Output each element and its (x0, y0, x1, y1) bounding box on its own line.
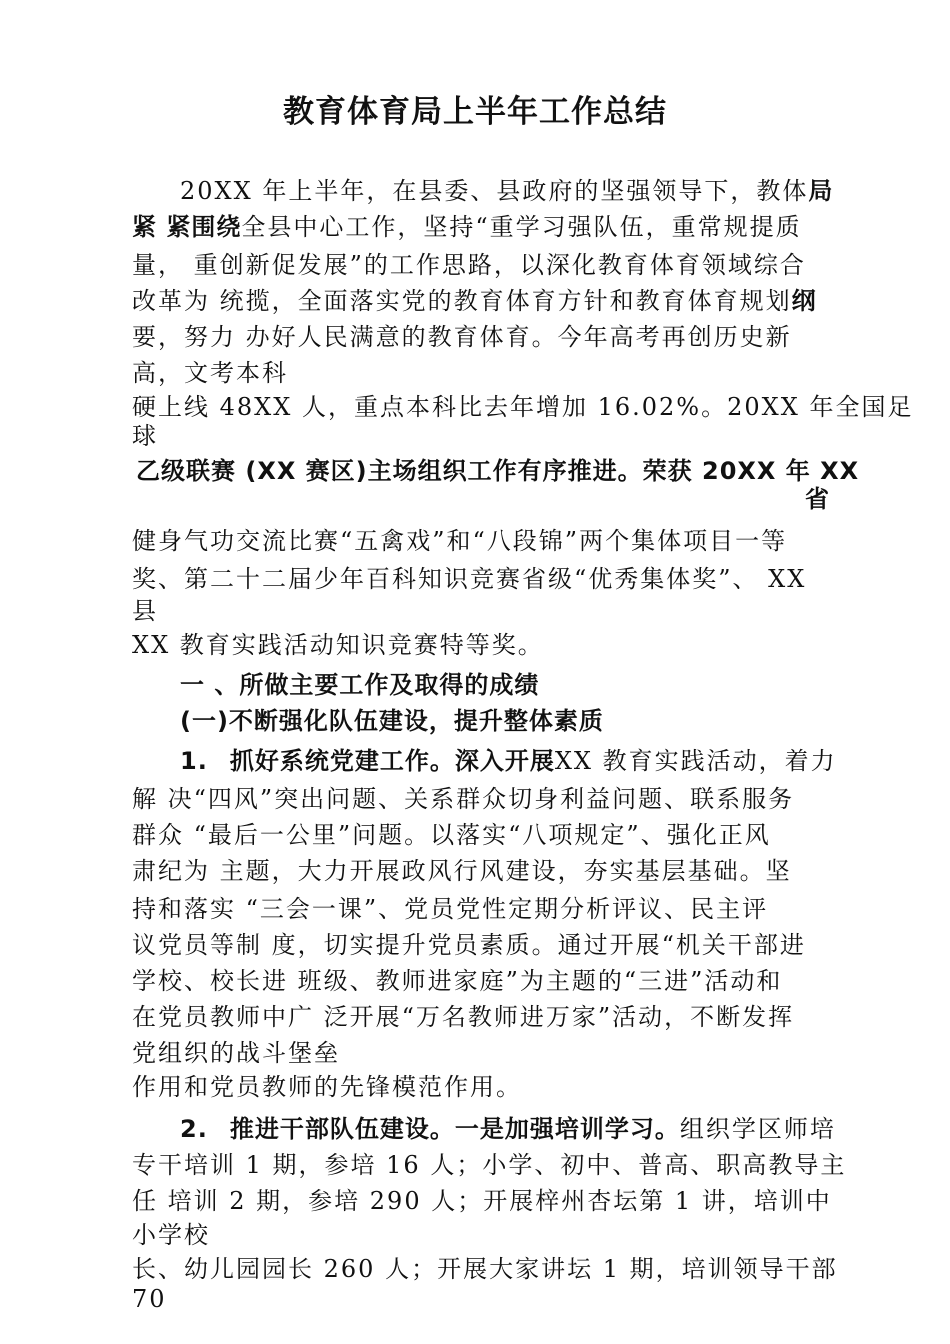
item1-line-7: 学校、校长进 班级、教师进家庭”为主题的“三进”活动和 (132, 967, 783, 995)
intro-line-10: 省 (805, 485, 830, 513)
intro-line-6: 高，文考本科 (132, 359, 288, 387)
item2-line-3: 任 培训 2 期，参培 290 人；开展梓州杏坛第 1 讲，培训中 (132, 1187, 832, 1215)
item1-line-9: 党组织的战斗堡垒 (132, 1039, 340, 1067)
intro-line-7: 硬上线 48XX 人，重点本科比去年增加 16.02%。20XX 年全国足 (132, 393, 914, 421)
item1-line-10: 作用和党员教师的先锋模范作用。 (132, 1073, 522, 1101)
item1-line-2: 解 决“四风”突出问题、关系群众切身利益问题、联系服务 (132, 785, 795, 813)
intro-line-4: 改革为 统揽，全面落实党的教育体育方针和教育体育规划纲 (132, 287, 817, 315)
subsection-heading-1: (一)不断强化队伍建设，提升整体素质 (180, 707, 604, 735)
item2-number: 2. (180, 1115, 208, 1143)
intro-line-1: 20XX 年上半年，在县委、县政府的坚强领导下，教体局 (180, 177, 834, 205)
item2-line-6: 70 (132, 1285, 167, 1313)
item1-line-4: 肃纪为 主题，大力开展政风行风建设，夯实基层基础。坚 (132, 857, 792, 885)
item2-line-1: 2. 推进干部队伍建设。一是加强培训学习。组织学区师培 (180, 1115, 836, 1143)
intro-line-3: 量， 重创新促发展”的工作思路，以深化教育体育领域综合 (132, 251, 806, 279)
item1-line-6: 议党员等制 度，切实提升党员素质。通过开展“机关干部进 (132, 931, 806, 959)
intro-line-9: 乙级联赛 (XX 赛区)主场组织工作有序推进。荣获 20XX 年 XX (136, 457, 860, 485)
item2-line-4: 小学校 (132, 1221, 210, 1249)
intro-line-12: 奖、第二十二届少年百科知识竞赛省级“优秀集体奖”、 XX (132, 565, 807, 593)
item2-line-5: 长、幼儿园园长 260 人；开展大家讲坛 1 期，培训领导干部 (132, 1255, 838, 1283)
item1-heading: 抓好系统党建工作。深入开展 (229, 747, 555, 775)
item1-line-5: 持和落实 “三会一课”、党员党性定期分析评议、民主评 (132, 895, 769, 923)
intro-line-8: 球 (132, 422, 158, 450)
intro-line-11: 健身气功交流比赛“五禽戏”和“八段锦”两个集体项目一等 (132, 527, 788, 555)
intro-line-5: 要，努力 办好人民满意的教育体育。今年高考再创历史新 (132, 323, 792, 351)
intro-line-2: 紧 紧围绕全县中心工作，坚持“重学习强队伍，重常规提质 (132, 213, 802, 241)
item1-line-8: 在党员教师中广 泛开展“万名教师进万家”活动，不断发挥 (132, 1003, 795, 1031)
item1-line-3: 群众 “最后一公里”问题。以落实“八项规定”、强化正风 (132, 821, 771, 849)
document-title: 教育体育局上半年工作总结 (283, 94, 667, 130)
intro-line-14: XX 教育实践活动知识竞赛特等奖。 (132, 631, 544, 659)
intro-line-13: 县 (132, 597, 158, 625)
item1-line-1: 1. 抓好系统党建工作。深入开展XX 教育实践活动，着力 (180, 747, 837, 775)
item1-number: 1. (180, 747, 208, 775)
item2-heading: 推进干部队伍建设。一是加强培训学习。 (229, 1115, 680, 1143)
section-heading-1: 一 、所做主要工作及取得的成绩 (180, 671, 540, 699)
item2-line-2: 专干培训 1 期，参培 16 人；小学、初中、普高、职高教导主 (132, 1151, 847, 1179)
